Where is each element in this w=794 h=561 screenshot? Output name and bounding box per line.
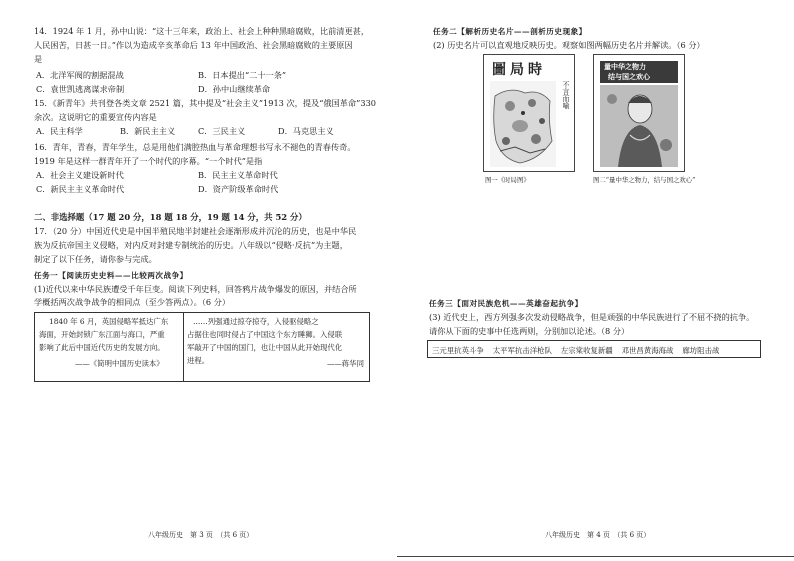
q17-line2: 族为反抗帝国主义侵略，对内反对封建专制统治的历史。八年级以“侵略·反抗”为主题， [34, 240, 348, 250]
q15-option-d: D．马克思主义 [278, 126, 334, 136]
q17-line3: 制定了以下任务，请你参与完成。 [34, 254, 157, 264]
page-3-footer: 八年级历史 第 3 页 （共 6 页） [148, 531, 254, 539]
q15-line1: 15．《新青年》共刊登各类文章 2521 篇，其中提及“社会主义”1913 次，提及“俄国革命”330 [34, 98, 376, 108]
q14-line1: 14．1924 年 1 月，孙中山说：“这十三年来，政治上、社会上种种黑暗腐败，比前清更甚， [34, 26, 370, 36]
page-bottom-edge [397, 556, 794, 557]
figure-1-title: 圖局時 [492, 62, 546, 78]
source-b-line4: 进程。 [187, 356, 210, 365]
q15-line2: 余次。这说明它的重要宣传内容是 [34, 112, 157, 122]
q17-sub1-line1: (1)近代以来中华民族遭受千年巨变。阅读下列史料，回答鸦片战争爆发的原因，并结合所 [34, 284, 357, 294]
q16-option-b: B．民主主义革命时代 [198, 170, 278, 180]
event-option-5: 廊坊阻击战 [678, 341, 724, 357]
event-option-4: 邓世昌黄海海战 [618, 341, 679, 357]
q16-option-a: A．社会主义建设新时代 [36, 170, 124, 180]
q15-option-b: B．新民主主义 [120, 126, 176, 136]
source-b-line3: 军敲开了中国的国门，也让中国从此开始现代化 [187, 343, 343, 352]
section-2-heading: 二、非选择题（17 题 20 分，18 题 18 分，19 题 14 分，共 52 分） [34, 212, 307, 222]
q17-sub3-line2: 请你从下面的史事中任选两则，分别加以论述。（8 分） [429, 326, 630, 336]
page-4 [397, 0, 794, 561]
figure-1-shiju-tu [483, 54, 575, 172]
source-a-line2: 海面，开始封锁广东江面与海口，严重 [39, 330, 165, 339]
figure-2-portrait-drawing [600, 85, 678, 167]
q15-option-c: C．三民主义 [198, 126, 246, 136]
figure-2-caption-line1: 量中华之物力 [604, 62, 646, 71]
q17-line1: 17．（20 分）中国近代史是中国半殖民地半封建社会逐渐形成并沉沦的历史，也是中华民 [34, 226, 357, 236]
source-a-citation: ——《简明中国历史读本》 [75, 359, 164, 368]
source-divider [183, 313, 184, 381]
q17-sub2: (2) 历史名片可以直观地反映历史。观察如图两幅历史名片并解读。（6 分） [433, 40, 705, 50]
source-b-line1: ……列强通过掠夺掠夺，入侵驱侵略之 [193, 317, 319, 326]
task-3-heading: 任务三【面对民族危机——英雄奋起抗争】 [429, 299, 583, 308]
source-b-citation: ——蒋华同 [327, 359, 364, 368]
q14-option-d: D．孙中山继续革命 [198, 84, 271, 94]
event-option-1: 三元里抗英斗争 [428, 341, 489, 357]
q16-option-d: D．资产阶级革命时代 [198, 184, 279, 194]
source-b-line2: 占据住也同时侵占了中国这个东方睡狮。入侵联 [187, 330, 343, 339]
source-a-line3: 影响了此后中国近代历史的发展方向。 [39, 343, 165, 352]
events-option-table [427, 340, 761, 358]
source-a-line1: 1840 年 6 月，英国侵略军抵达广东 [49, 317, 169, 326]
figure-1-caption: 图一《时局图》 [485, 176, 530, 184]
q15-option-a: A．民主科学 [36, 126, 83, 136]
figure-2-caption: 图二“量中华之物力，结与国之欢心” [593, 176, 696, 184]
q14-option-a: A．北洋军阀的割据混战 [36, 70, 124, 80]
q17-sub1-line2: 学概括两次战争战争的相同点（至少答两点）。（6 分） [34, 297, 231, 307]
page-4-footer: 八年级历史 第 4 页 （共 6 页） [545, 531, 651, 539]
q14-option-c: C．袁世凯逃离谋求帝制 [36, 84, 125, 94]
task-2-heading: 任务二【解析历史名片——剖析历史现象】 [433, 27, 587, 36]
q16-line1: 16．青年，青春，青年学生，总是用他们满腔热血与革命理想书写永不褪色的青春传奇。 [34, 142, 356, 152]
q17-sub3-line1: (3) 近代史上，西方列强多次发动侵略战争，但是顽强的中华民族进行了不屈不挠的抗争。 [429, 312, 755, 322]
figure-1-side-text: 不言而喻 [562, 81, 570, 109]
figure-2-caption-line2: 结与国之欢心 [608, 72, 650, 81]
event-option-3: 左宗棠收复新疆 [557, 341, 618, 357]
figure-1-cartoon-drawing [490, 81, 556, 167]
source-box [34, 312, 370, 382]
q16-option-c: C．新民主主义革命时代 [36, 184, 125, 194]
event-option-2: 太平军抗击洋枪队 [489, 341, 557, 357]
figure-2-cartoon [593, 54, 685, 172]
task-1-heading: 任务一【阅读历史史料——比较两次战争】 [34, 271, 188, 280]
q14-option-b: B．日本提出“二十一条” [198, 70, 287, 80]
q14-line2: 人民困苦，日甚一日。”作以为造成辛亥革命后 13 年中国政治、社会黑暗腐败的主要原因 [34, 40, 353, 50]
q14-line3: 是 [34, 54, 43, 64]
q16-line2: 1919 年是这样一群青年开了一个时代的序幕。“一个时代”是指 [34, 156, 263, 166]
